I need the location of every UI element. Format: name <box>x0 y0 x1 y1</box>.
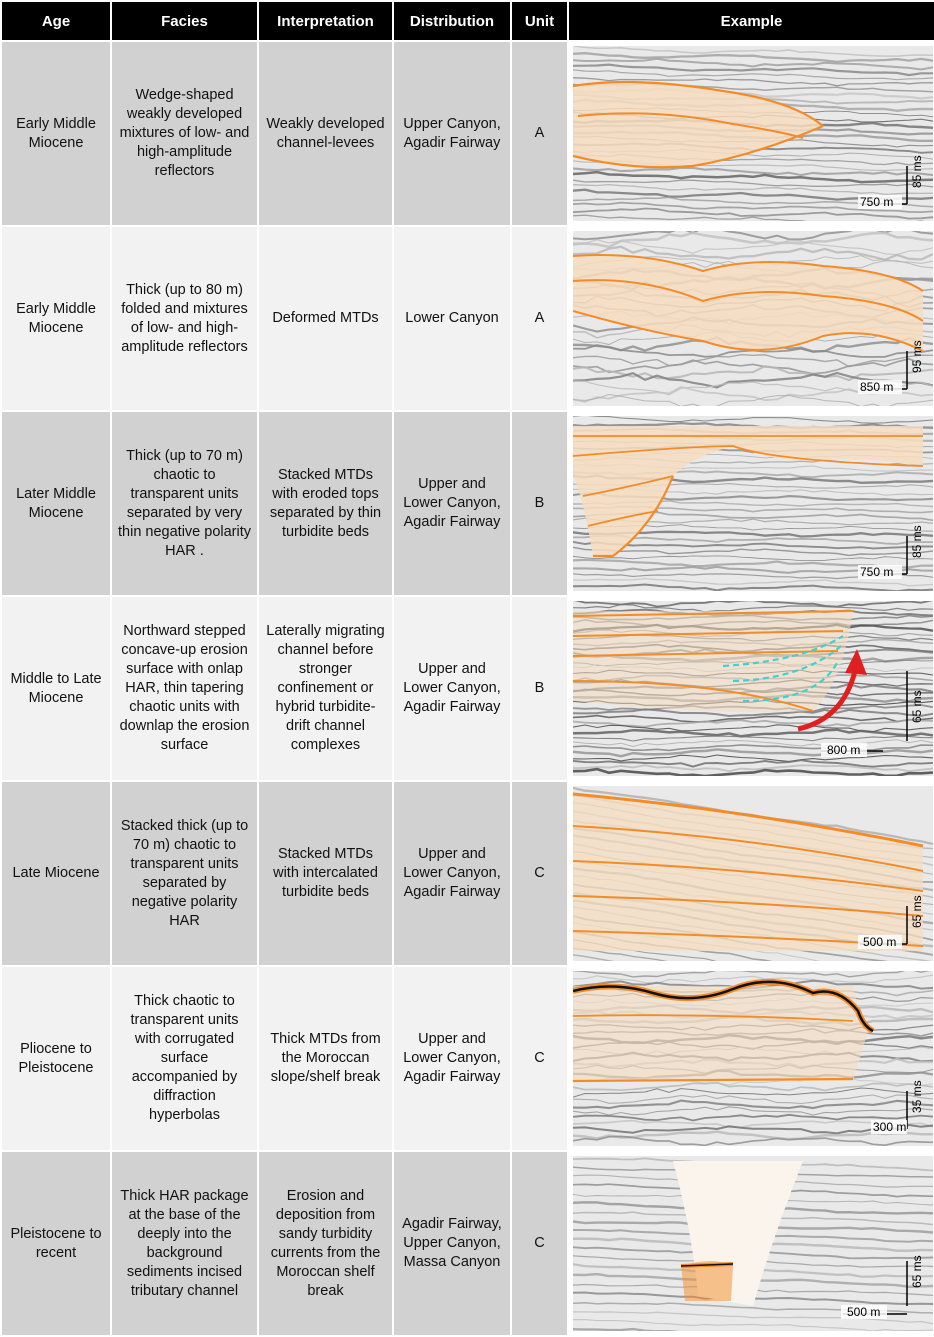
horizontal-scale-label: 300 m <box>873 1120 907 1134</box>
cell-facies: Wedge-shaped weakly developed mixtures of low- and high-amplitude reflectors <box>111 41 258 226</box>
cell-age: Early Middle Miocene <box>1 41 111 226</box>
cell-example <box>568 966 934 1151</box>
cell-facies: Thick (up to 80 m) folded and mixtures of low- and high-amplitude reflectors <box>111 226 258 411</box>
table-row <box>1 41 934 226</box>
cell-distribution: Upper and Lower Canyon, Agadir Fairway <box>393 596 511 781</box>
cell-facies: Thick HAR package at the base of the deeply into the background sediments incised tributary channel <box>111 1151 258 1336</box>
cell-distribution: Upper and Lower Canyon, Agadir Fairway <box>393 411 511 596</box>
cell-distribution: Upper Canyon, Agadir Fairway <box>393 41 511 226</box>
header-facies: Facies <box>111 1 258 41</box>
cell-interpretation: Deformed MTDs <box>258 226 393 411</box>
horizontal-scale-label: 500 m <box>863 935 897 949</box>
cell-facies: Thick chaotic to transparent units with corrugated surface accompanied by diffraction hyperbolas <box>111 966 258 1151</box>
cell-interpretation: Thick MTDs from the Moroccan slope/shelf break <box>258 966 393 1151</box>
horizontal-scale-label: 800 m <box>827 743 861 757</box>
horizontal-scale-label: 750 m <box>860 195 894 209</box>
cell-distribution: Agadir Fairway, Upper Canyon, Massa Canyon <box>393 1151 511 1336</box>
horizontal-scale-label: 750 m <box>860 565 894 579</box>
header-age: Age <box>1 1 111 41</box>
table-row <box>1 226 934 411</box>
cell-age: Pliocene to Pleistocene <box>1 966 111 1151</box>
vertical-scale-label: 95 ms <box>910 340 924 373</box>
cell-unit: C <box>511 966 568 1151</box>
cell-example <box>568 781 934 966</box>
cell-age: Middle to Late Miocene <box>1 596 111 781</box>
cell-unit: C <box>511 1151 568 1336</box>
seismic-example-image <box>573 46 933 221</box>
cell-unit: A <box>511 41 568 226</box>
vertical-scale-label: 65 ms <box>910 690 924 723</box>
vertical-scale-label: 85 ms <box>910 525 924 558</box>
header-distribution: Distribution <box>393 1 511 41</box>
header-interpretation: Interpretation <box>258 1 393 41</box>
table-row <box>1 781 934 966</box>
cell-age: Later Middle Miocene <box>1 411 111 596</box>
table-row <box>1 596 934 781</box>
horizontal-scale-label: 850 m <box>860 380 894 394</box>
header-unit: Unit <box>511 1 568 41</box>
vertical-scale-label: 65 ms <box>910 895 924 928</box>
vertical-scale-label: 65 ms <box>910 1255 924 1288</box>
cell-distribution: Lower Canyon <box>393 226 511 411</box>
cell-distribution: Upper and Lower Canyon, Agadir Fairway <box>393 781 511 966</box>
cell-facies: Thick (up to 70 m) chaotic to transparent units separated by very thin negative polarity HAR . <box>111 411 258 596</box>
cell-unit: C <box>511 781 568 966</box>
cell-age: Late Miocene <box>1 781 111 966</box>
cell-unit: A <box>511 226 568 411</box>
cell-example <box>568 1151 934 1336</box>
cell-interpretation: Erosion and deposition from sandy turbidity currents from the Moroccan shelf break <box>258 1151 393 1336</box>
cell-interpretation: Weakly developed channel-levees <box>258 41 393 226</box>
cell-facies: Northward stepped concave-up erosion surface with onlap HAR, thin tapering chaotic units with downlap the erosion surface <box>111 596 258 781</box>
table-row <box>1 411 934 596</box>
seismic-example-image <box>573 231 933 406</box>
header-row <box>1 1 934 41</box>
cell-example <box>568 596 934 781</box>
header-example: Example <box>568 1 934 41</box>
cell-interpretation: Stacked MTDs with intercalated turbidite beds <box>258 781 393 966</box>
cell-distribution: Upper and Lower Canyon, Agadir Fairway <box>393 966 511 1151</box>
cell-example <box>568 411 934 596</box>
cell-age: Pleistocene to recent <box>1 1151 111 1336</box>
seismic-example-image <box>573 416 933 591</box>
cell-interpretation: Laterally migrating channel before stronger confinement or hybrid turbidite-drift channel complexes <box>258 596 393 781</box>
cell-example <box>568 41 934 226</box>
cell-facies: Stacked thick (up to 70 m) chaotic to transparent units separated by negative polarity HAR <box>111 781 258 966</box>
seismic-example-image <box>573 786 933 961</box>
seismic-example-image <box>573 601 933 776</box>
cell-age: Early Middle Miocene <box>1 226 111 411</box>
table-row <box>1 1151 934 1336</box>
vertical-scale-label: 35 ms <box>910 1080 924 1113</box>
table-row <box>1 966 934 1151</box>
cell-interpretation: Stacked MTDs with eroded tops separated by thin turbidite beds <box>258 411 393 596</box>
cell-example <box>568 226 934 411</box>
seismic-example-image <box>573 1156 933 1331</box>
horizontal-scale-label: 500 m <box>847 1305 881 1319</box>
cell-unit: B <box>511 596 568 781</box>
cell-unit: B <box>511 411 568 596</box>
seismic-example-image <box>573 971 933 1146</box>
vertical-scale-label: 85 ms <box>910 155 924 188</box>
